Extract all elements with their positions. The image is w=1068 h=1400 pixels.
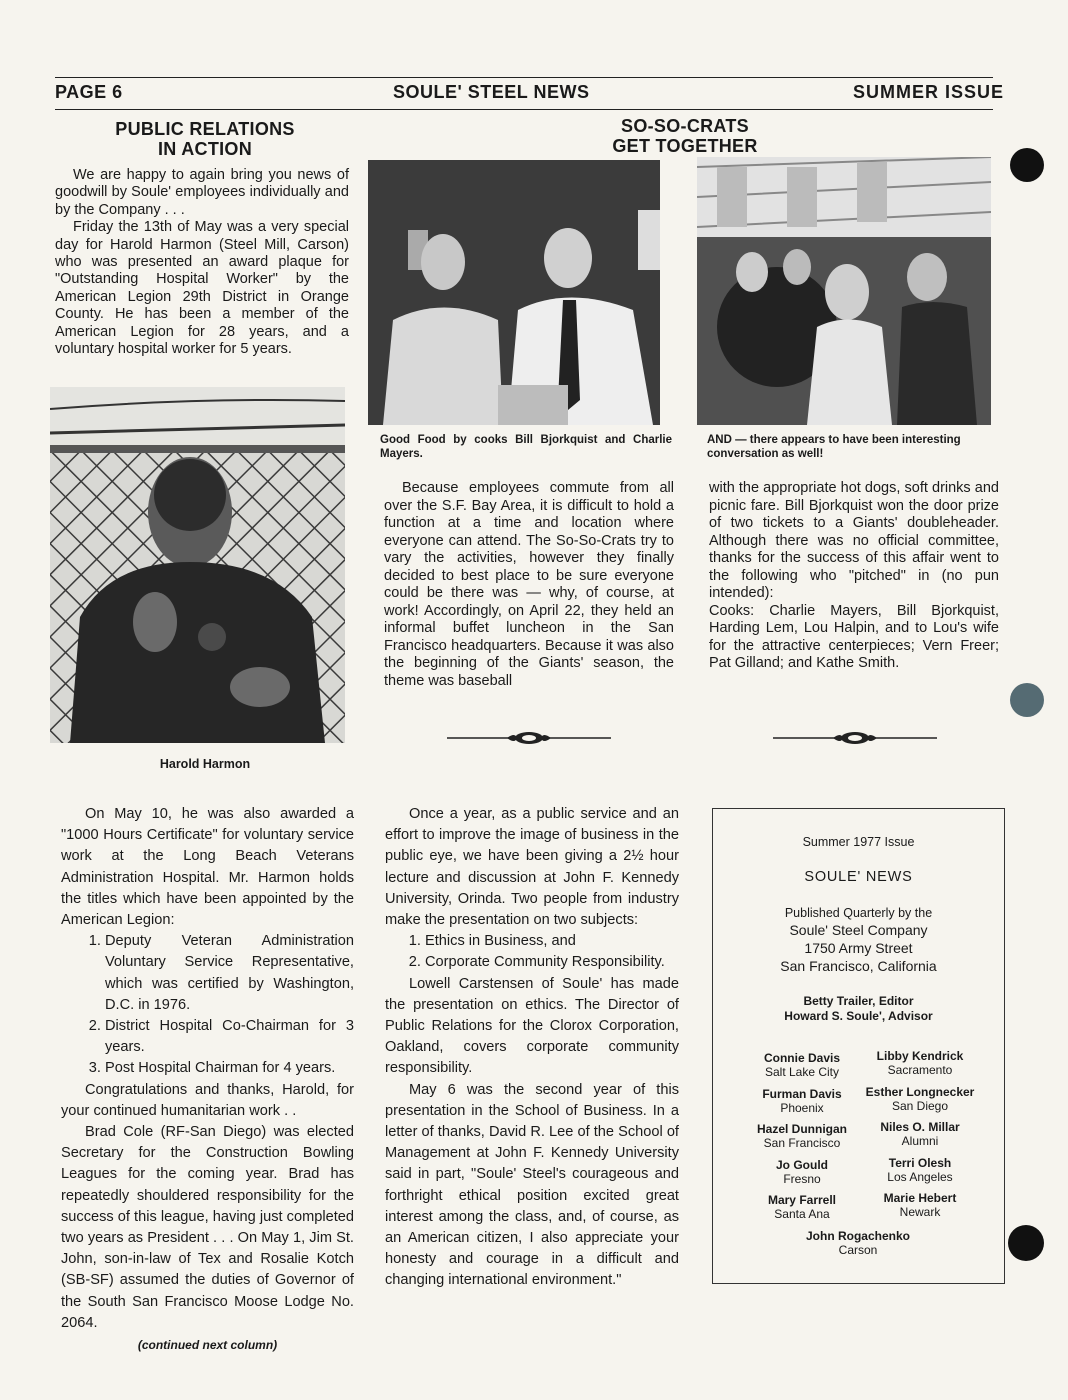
staff-name: Mary Farrell	[767, 1193, 837, 1207]
staff-name: Esther Longnecker	[865, 1085, 975, 1099]
masthead-editor: Betty Trailer, Editor	[803, 994, 914, 1008]
staff-place: Newark	[899, 1205, 941, 1219]
col2-list-item: 2. Corporate Community Responsibility.	[425, 952, 679, 973]
header-top-rule	[55, 77, 993, 78]
masthead-city: San Francisco, California	[780, 958, 937, 974]
col2-list-item: 1. Ethics in Business, and	[425, 931, 679, 952]
masthead-advisor: Howard S. Soule', Advisor	[784, 1009, 933, 1023]
crats-body-right	[709, 480, 999, 673]
col1-titles-list	[61, 931, 354, 1079]
pr-headline-line-2: IN ACTION	[157, 139, 253, 159]
crats-body-left	[384, 480, 674, 690]
col1-list-item: 2. District Hospital Co-Chairman for 3 years.	[105, 1016, 354, 1058]
binder-hole-middle	[1010, 683, 1044, 717]
staff-place: San Diego	[891, 1099, 949, 1113]
col1-list-item: 3. Post Hospital Chairman for 4 years.	[105, 1058, 354, 1079]
page-number: PAGE 6	[55, 82, 123, 102]
col1-paragraph-2: Congratulations and thanks, Harold, for your continued humanitarian work . .	[61, 1081, 354, 1119]
luncheon-photo-caption: AND — there appears to have been interesting conversation as well!	[707, 434, 961, 460]
harold-harmon-caption: Harold Harmon	[159, 757, 251, 771]
pr-headline-line-1: PUBLIC RELATIONS	[115, 119, 295, 139]
staff-name: Marie Hebert	[883, 1191, 957, 1205]
staff-entry-right	[845, 1156, 995, 1184]
issue-label: SUMMER ISSUE	[853, 82, 1005, 102]
harold-harmon-photo	[50, 387, 345, 743]
staff-place: San Francisco	[763, 1136, 841, 1150]
col1-paragraph-3: Brad Cole (RF-San Diego) was elected Secretary for the Construction Bowling Leagues for the coming year. Brad has repeatedly shouldered responsibility for the success of this league, having just completed two years as President . . . On May 1, Jim St. John, son-in-law of Tex and Rosalie Kotch (SB-SF) assumed the duties of Governor of the South San Francisco Moose Lodge No. 2064.	[61, 1124, 354, 1331]
staff-place: Santa Ana	[774, 1207, 830, 1221]
crats-headline	[535, 116, 835, 156]
ornament-divider-left	[447, 730, 611, 746]
staff-entry-right	[845, 1191, 995, 1219]
staff-place: Phoenix	[780, 1101, 824, 1115]
col2-paragraph-3: May 6 was the second year of this presentation in the School of Business. In a letter of thanks, David R. Lee of the School of Management at John F. Kennedy University said in part, "Soule' Steel's courageous and forthright ethical position excited great interest among the class, and, of course, as an American citizen, I also appreciate your honesty and courage in a difficult and changing international environment."	[385, 1081, 679, 1289]
col2-subjects-list	[385, 931, 679, 973]
staff-place: Carson	[838, 1243, 878, 1257]
staff-place: Sacramento	[887, 1063, 953, 1077]
continued-note: (continued next column)	[137, 1338, 278, 1353]
luncheon-photo-image	[697, 157, 991, 425]
col1-paragraph-1: On May 10, he was also awarded a "1000 Hours Certificate" for voluntary service work at the Long Beach Veterans Administration Hospital. Mr. Harmon holds the titles which have been appointed by the American Legion:	[61, 806, 354, 929]
staff-entry-right	[845, 1120, 995, 1148]
masthead-issue: Summer 1977 Issue	[802, 835, 915, 849]
newsletter-title: SOULE' STEEL NEWS	[393, 82, 590, 102]
binder-hole-top	[1010, 148, 1044, 182]
masthead-box	[712, 808, 1005, 1284]
staff-name: Hazel Dunnigan	[756, 1122, 847, 1136]
staff-place: Salt Lake City	[764, 1065, 840, 1079]
staff-place: Los Angeles	[887, 1170, 953, 1184]
masthead-company: Soule' Steel Company	[789, 922, 928, 938]
chain-link-fence-image	[50, 387, 345, 743]
cooks-photo-image	[368, 160, 660, 425]
crats-headline-line-1: SO-SO-CRATS	[621, 116, 749, 136]
col1-list-item: 1. Deputy Veteran Administration Voluntary Service Representative, which was certified by Washington, D.C. in 1976.	[105, 931, 354, 1016]
col2-paragraph-1: Once a year, as a public service and an effort to improve the image of business in the public eye, we have been giving a 2½ hour lecture and discussion at John F. Kennedy University, Orinda. Two people from industry make the presentation on two subjects:	[385, 806, 679, 929]
cooks-photo-caption: Good Food by cooks Bill Bjorkquist and Charlie Mayers.	[380, 434, 672, 460]
staff-name: Libby Kendrick	[876, 1049, 964, 1063]
binder-hole-bottom	[1008, 1225, 1044, 1261]
pr-paragraph-2: Friday the 13th of May was a very special day for Harold Harmon (Steel Mill, Carson) who was presented an award plaque for "Outstanding Hospital Worker" by the American Legion 29th District in Orange County. He has been a member of the American Legion for 28 years, and a voluntary hospital worker for 5 years.	[55, 219, 349, 358]
lecture-column	[385, 804, 679, 1292]
masthead-street: 1750 Army Street	[804, 940, 913, 956]
pr-paragraph-1: We are happy to again bring you news of goodwill by Soule' employees individually and by the Company . . .	[55, 167, 349, 218]
staff-entry-right	[845, 1049, 995, 1077]
crats-paragraph-1: Because employees commute from all over the S.F. Bay Area, it is difficult to hold a function at a time and location where everyone can attend. The So-So-Crats try to vary the activities, however they finally decided to best place to be sure everyone could be there was — why, of course, at work! Accordingly, on April 22, they held an informal buffet luncheon in the San Francisco headquarters. Because it was also the beginning of the Giants' season, the theme was baseball	[384, 480, 674, 689]
staff-name: Niles O. Millar	[880, 1120, 960, 1134]
masthead-published: Published Quarterly by the	[784, 906, 933, 920]
masthead-name: SOULE' NEWS	[804, 869, 913, 885]
staff-name: Terri Olesh	[888, 1156, 952, 1170]
staff-entry-bottom	[783, 1229, 933, 1257]
cooks-photo	[368, 160, 660, 425]
staff-place: Fresno	[783, 1172, 821, 1186]
crats-paragraph-3: Cooks: Charlie Mayers, Bill Bjorkquist, Harding Lem, Lou Halpin, and to Lou's wife for the attractive centerpieces; Vern Freer; Pat Gilland; and Kathe Smith.	[709, 602, 999, 671]
staff-name: Jo Gould	[776, 1158, 828, 1172]
pr-intro-text	[55, 167, 349, 358]
col2-paragraph-2: Lowell Carstensen of Soule' has made the presentation on ethics. The Director of Public Relations for the Clorox Corporation, Oakland, covers corporate community responsibility.	[385, 975, 679, 1077]
staff-place: Alumni	[901, 1134, 939, 1148]
staff-name: John Rogachenko	[805, 1229, 910, 1243]
pr-headline	[55, 119, 355, 159]
harmon-continued-column	[61, 804, 354, 1354]
staff-entry-right	[845, 1085, 995, 1113]
crats-paragraph-2: with the appropriate hot dogs, soft drinks and picnic fare. Bill Bjorkquist won the door prize of two tickets to a Giants' doubleheader. Although there was no official committee, thanks for the success of this affair went to the following who "pitched" in (no pun intended):	[709, 480, 999, 601]
luncheon-photo	[697, 157, 991, 425]
staff-name: Furman Davis	[762, 1087, 842, 1101]
ornament-divider-right	[773, 730, 937, 746]
crats-headline-line-2: GET TOGETHER	[612, 136, 758, 156]
header-bottom-rule	[55, 109, 993, 110]
staff-name: Connie Davis	[763, 1051, 841, 1065]
